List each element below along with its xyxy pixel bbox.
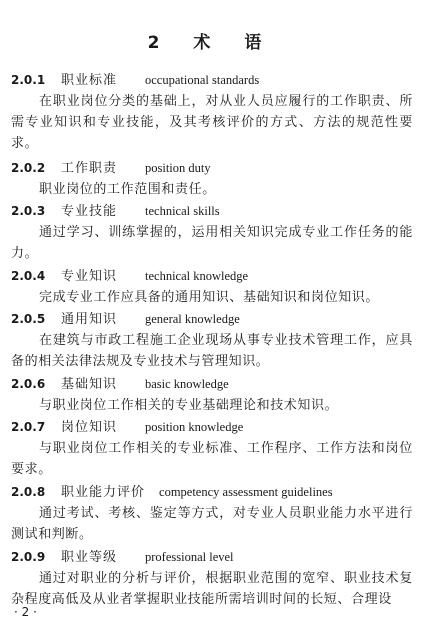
term-number: 2.0.3	[11, 204, 46, 218]
term-number: 2.0.7	[11, 420, 46, 434]
term-chinese: 职业能力评价	[61, 485, 146, 500]
term-chinese: 岗位知识	[61, 420, 118, 435]
term-english: position duty	[145, 161, 211, 175]
term-definition-2-0-7: 与职业岗位工作相关的专业标准、工作程序、工作方法和岗位要求。	[11, 441, 413, 477]
term-chinese: 专业技能	[61, 204, 118, 219]
term-number: 2.0.2	[11, 161, 46, 175]
term-heading-2-0-3	[11, 201, 220, 221]
term-definition-2-0-1: 在职业岗位分类的基础上，对从业人员应履行的工作职责、所需专业知识和专业技能，及其考核评价的方式、方法的规范性要求。	[11, 94, 413, 151]
term-definition-2-0-2: 职业岗位的工作范围和责任。	[39, 182, 216, 197]
term-heading-2-0-1	[11, 70, 259, 90]
chapter-title: 2 术 语	[147, 33, 276, 53]
term-english: competency assessment guidelines	[159, 485, 333, 499]
term-number: 2.0.1	[11, 73, 46, 87]
term-definition-2-0-8: 通过考试、考核、鉴定等方式，对专业人员职业能力水平进行测试和判断。	[11, 506, 413, 542]
term-heading-2-0-6	[11, 374, 229, 394]
term-chinese: 职业等级	[61, 550, 118, 565]
term-number: 2.0.5	[11, 312, 46, 326]
term-heading-2-0-5	[11, 309, 240, 329]
term-english: position knowledge	[145, 420, 244, 434]
term-chinese: 工作职责	[61, 161, 118, 176]
term-english: technical knowledge	[145, 269, 249, 283]
term-heading-2-0-4	[11, 266, 248, 286]
term-english: basic knowledge	[145, 377, 229, 391]
term-heading-2-0-9	[11, 547, 234, 567]
term-definition-2-0-4: 完成专业工作应具备的通用知识、基础知识和岗位知识。	[39, 290, 380, 305]
term-number: 2.0.6	[11, 377, 46, 391]
term-definition-2-0-9: 通过对职业的分析与评价，根据职业范围的宽窄、职业技术复杂程度高低及从业者掌握职业技能所需培训时间的长短、合理设	[11, 571, 413, 607]
term-definition-2-0-5: 在建筑与市政工程施工企业现场从事专业技术管理工作，应具备的相关法律法规及专业技术与管理知识。	[11, 333, 413, 369]
term-definition-2-0-3: 通过学习、训练掌握的，运用相关知识完成专业工作任务的能力。	[11, 225, 413, 261]
term-english: professional level	[145, 550, 234, 564]
term-number: 2.0.4	[11, 269, 46, 283]
term-heading-2-0-2	[11, 158, 211, 178]
term-english: general knowledge	[145, 312, 240, 326]
term-definition-2-0-6: 与职业岗位工作相关的专业基础理论和技术知识。	[39, 398, 339, 413]
term-number: 2.0.8	[11, 485, 46, 499]
term-english: technical skills	[145, 204, 220, 218]
page-number: · 2 ·	[14, 605, 37, 619]
term-heading-2-0-7	[11, 417, 243, 437]
term-heading-2-0-8	[11, 482, 333, 502]
term-chinese: 通用知识	[61, 312, 118, 327]
term-chinese: 专业知识	[61, 269, 118, 284]
term-chinese: 基础知识	[61, 377, 118, 392]
term-number: 2.0.9	[11, 550, 46, 564]
term-english: occupational standards	[145, 73, 260, 87]
term-chinese: 职业标准	[61, 73, 118, 88]
